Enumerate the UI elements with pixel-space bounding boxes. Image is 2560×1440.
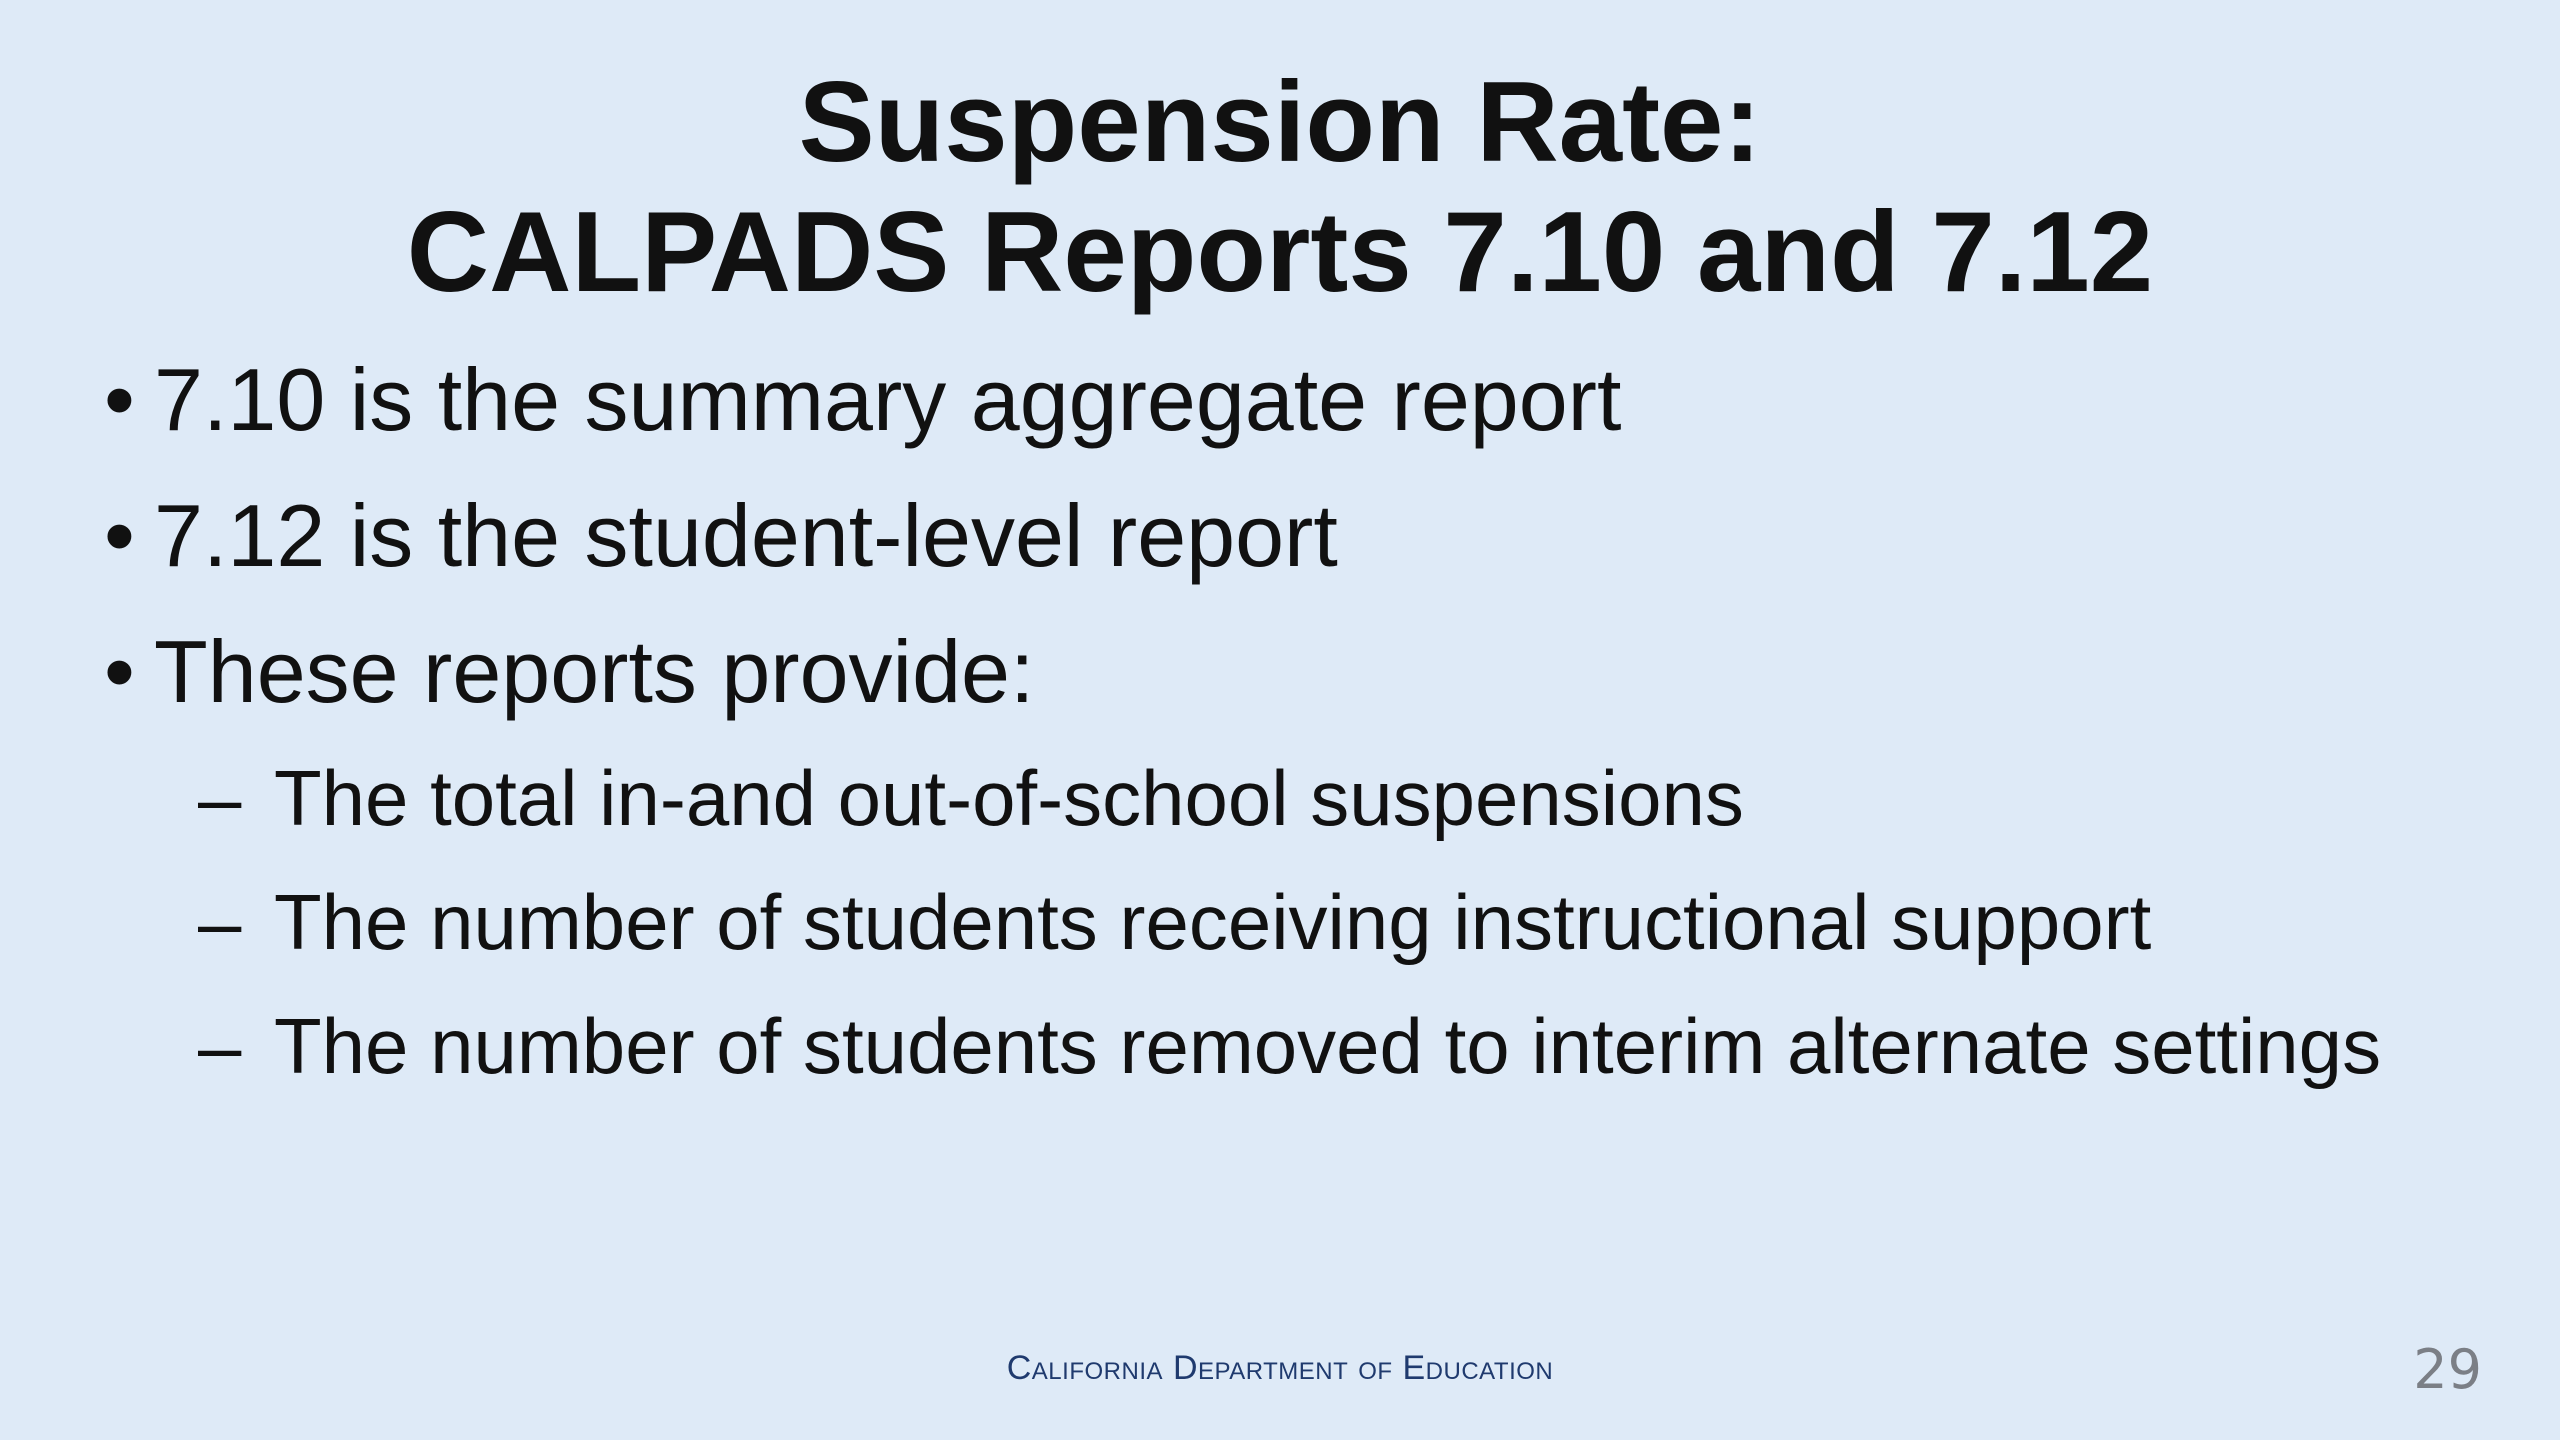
sub-bullet-item — [198, 1000, 2448, 1092]
bullet-dot-icon: • — [104, 486, 135, 585]
bullet-dot-icon: • — [104, 622, 135, 721]
sub-bullet-text: The number of students removed to interim alternate settings — [274, 1002, 2382, 1090]
bullet-list — [104, 350, 2464, 758]
dash-icon: – — [198, 1002, 242, 1090]
bullet-dot-icon: • — [104, 350, 135, 449]
bullet-text: These reports provide: — [154, 622, 1035, 721]
sub-bullet-text: The total in-and out-of-school suspensions — [274, 754, 1744, 842]
bullet-text: 7.10 is the summary aggregate report — [154, 350, 1622, 449]
sub-bullet-item — [198, 752, 2448, 844]
slide-title — [0, 58, 2560, 318]
sub-bullet-text: The number of students receiving instructional support — [274, 878, 2152, 966]
title-line-2: CALPADS Reports 7.10 and 7.12 — [406, 189, 2154, 316]
footer-organization: California Department of Education — [1006, 1349, 1554, 1387]
bullet-item — [104, 622, 2464, 722]
sub-bullet-list — [198, 752, 2448, 1124]
sub-bullet-item — [198, 876, 2448, 968]
bullet-item — [104, 486, 2464, 586]
bullet-item — [104, 350, 2464, 450]
page-number: 29 — [2413, 1338, 2482, 1401]
dash-icon: – — [198, 754, 242, 842]
title-line-1: Suspension Rate: — [798, 59, 1762, 186]
dash-icon: – — [198, 878, 242, 966]
bullet-text: 7.12 is the student-level report — [154, 486, 1338, 585]
